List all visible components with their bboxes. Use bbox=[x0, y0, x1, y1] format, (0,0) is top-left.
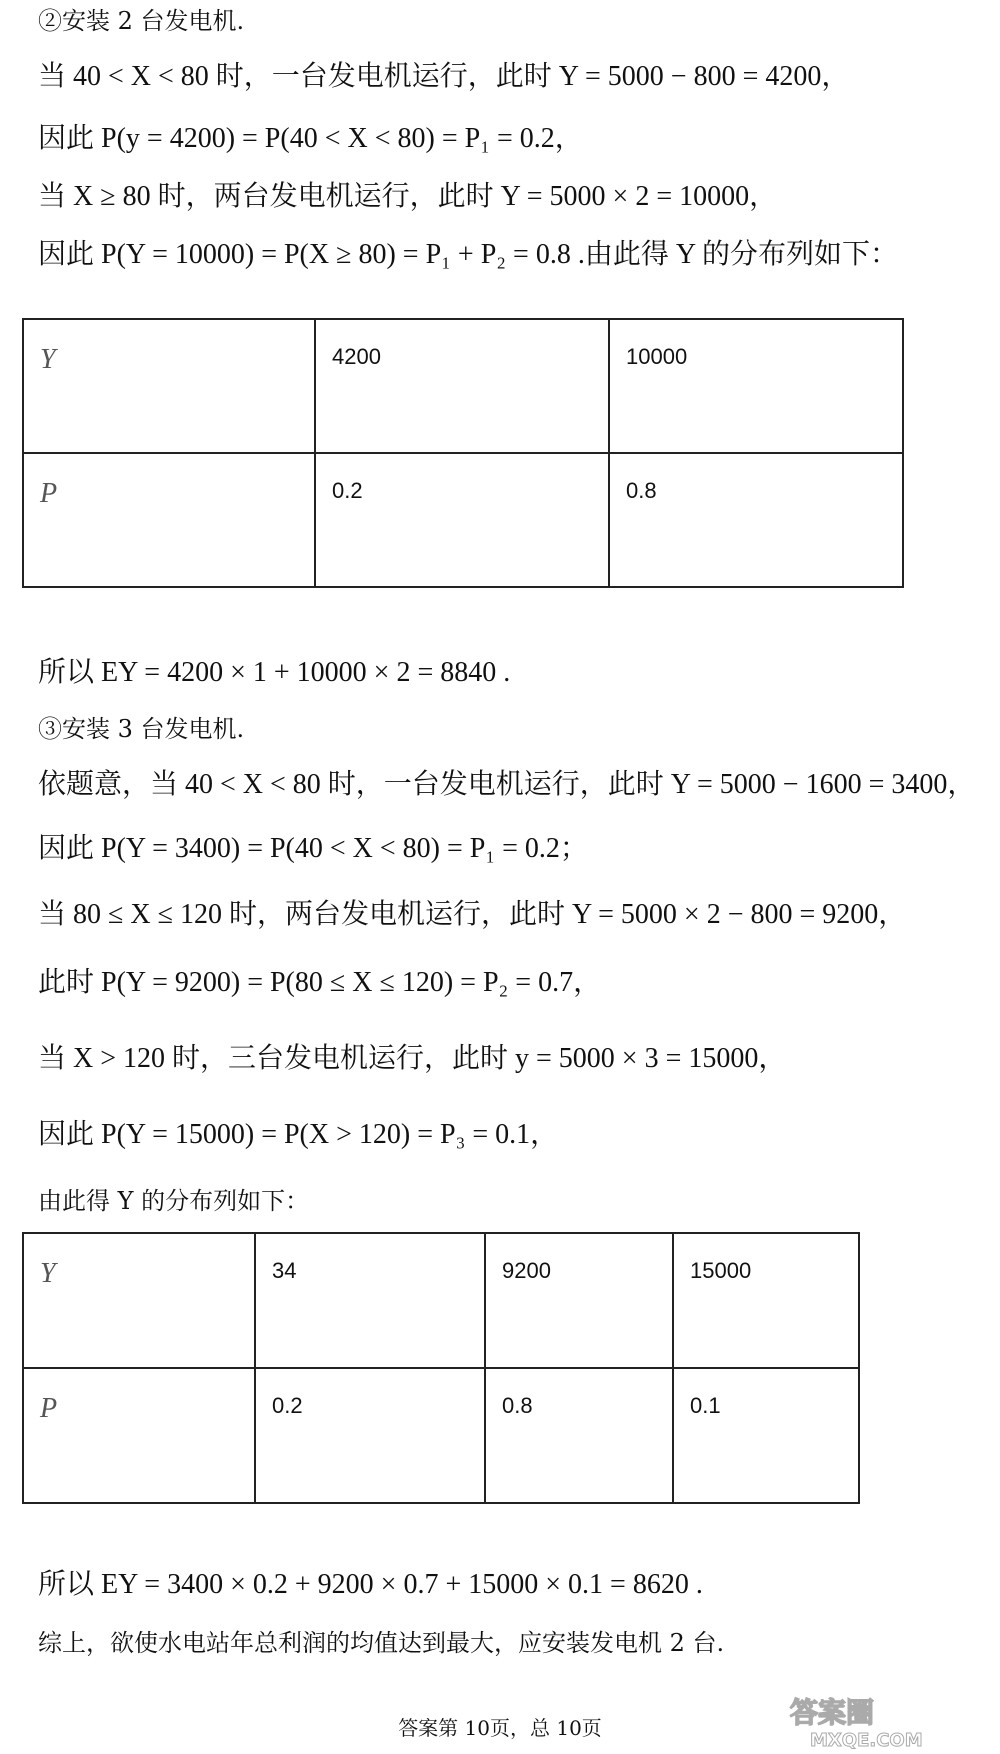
line-13: 因此 P(Y = 15000) = P(X > 120) = P₃ = 0.1， bbox=[38, 1119, 559, 1150]
table2-p-cell: 0.8 bbox=[485, 1368, 673, 1503]
table2-y-cell: 9200 bbox=[485, 1233, 673, 1368]
table2-p-label: P bbox=[23, 1368, 255, 1503]
line-2: 当 40 < X < 80 时，一台发电机运行，此时 Y = 5000 − 800 = 4200， bbox=[38, 61, 850, 92]
line-7: ③安装 3 台发电机. bbox=[38, 715, 245, 743]
distribution-table-2 bbox=[22, 1232, 860, 1504]
line-14: 由此得 Y 的分布列如下： bbox=[38, 1187, 310, 1215]
line-11: 此时 P(Y = 9200) = P(80 ≤ X ≤ 120) = P₂ = 0.7， bbox=[38, 967, 602, 998]
line-10: 当 80 ≤ X ≤ 120 时，两台发电机运行，此时 Y = 5000 × 2 − 800 = 9200， bbox=[38, 899, 907, 930]
line-5: 因此 P(Y = 10000) = P(X ≥ 80) = P₁ + P₂ = 0.8 .由此得 Y 的分布列如下： bbox=[38, 239, 899, 270]
table1-p-label: P bbox=[23, 453, 315, 587]
line-3: 因此 P(y = 4200) = P(40 < X < 80) = P₁ = 0.2， bbox=[38, 123, 583, 154]
watermark-logo bbox=[780, 1690, 980, 1750]
table2-p-cell: 0.1 bbox=[673, 1368, 859, 1503]
table2-y-cell: 15000 bbox=[673, 1233, 859, 1368]
table2-p-cell: 0.2 bbox=[255, 1368, 485, 1503]
svg-text:MXQE.COM: MXQE.COM bbox=[810, 1730, 923, 1750]
line-1: ②安装 2 台发电机. bbox=[38, 7, 245, 35]
line-9: 因此 P(Y = 3400) = P(40 < X < 80) = P₁ = 0.2； bbox=[38, 833, 588, 864]
table2-y-label: Y bbox=[23, 1233, 255, 1368]
table1-p-cell: 0.2 bbox=[315, 453, 609, 587]
line-4: 当 X ≥ 80 时，两台发电机运行，此时 Y = 5000 × 2 = 10000， bbox=[38, 181, 778, 212]
table1-y-label: Y bbox=[23, 319, 315, 453]
line-16: 综上，欲使水电站年总利润的均值达到最大，应安装发电机 2 台. bbox=[38, 1629, 725, 1657]
table1-y-cell: 4200 bbox=[315, 319, 609, 453]
table1-y-cell: 10000 bbox=[609, 319, 903, 453]
line-12: 当 X > 120 时，三台发电机运行，此时 y = 5000 × 3 = 15000， bbox=[38, 1043, 787, 1074]
table2-y-cell: 34 bbox=[255, 1233, 485, 1368]
watermark-logo-text: 答案圈 bbox=[790, 1696, 875, 1729]
table1-p-cell: 0.8 bbox=[609, 453, 903, 587]
distribution-table-1 bbox=[22, 318, 904, 588]
page-footer: 答案第 10页，总 10页 bbox=[398, 1716, 602, 1740]
line-15: 所以 EY = 3400 × 0.2 + 9200 × 0.7 + 15000 × 0.1 = 8620 . bbox=[38, 1569, 703, 1600]
line-8: 依题意，当 40 < X < 80 时，一台发电机运行，此时 Y = 5000 − 1600 = 3400， bbox=[38, 769, 976, 800]
line-6: 所以 EY = 4200 × 1 + 10000 × 2 = 8840 . bbox=[38, 657, 511, 688]
